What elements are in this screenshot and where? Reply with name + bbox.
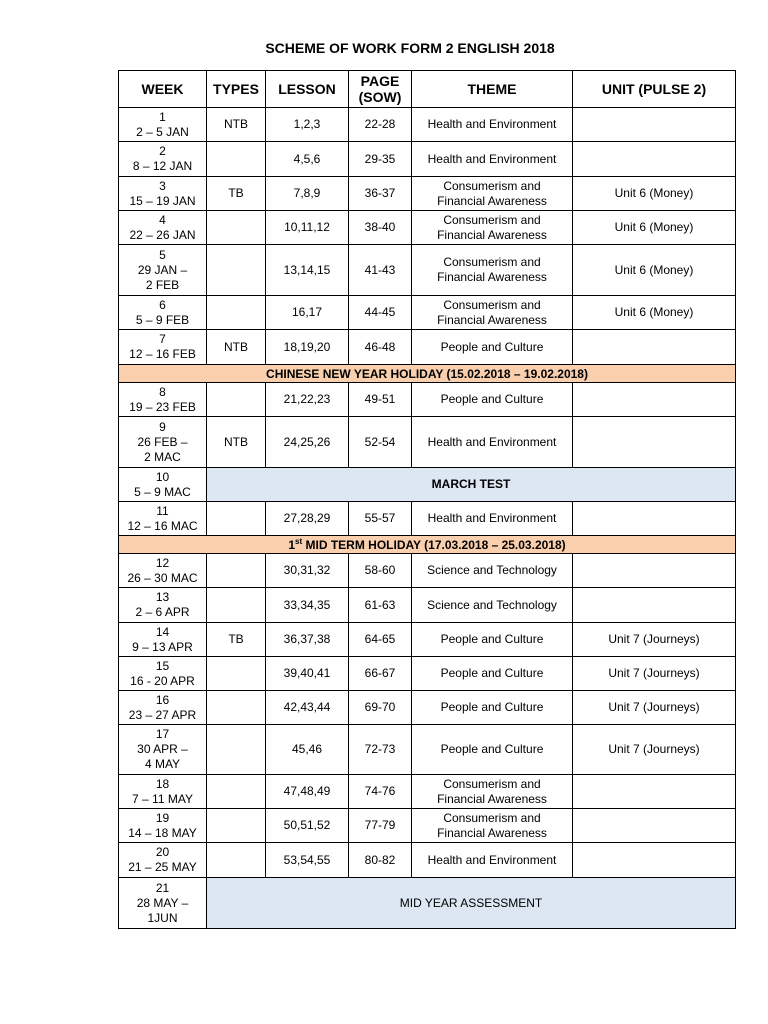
theme-cell [412,296,573,330]
week-text: 21 – 25 MAY [128,860,197,874]
types-cell: TB [207,623,266,657]
types-cell [207,775,266,809]
page-cell: 36-37 [349,177,412,211]
theme-cell [412,330,573,365]
theme-cell [412,417,573,468]
theme-text: Science and Technology [427,597,557,612]
lesson-cell: 16,17 [266,296,349,330]
week-text: 12 – 16 FEB [129,347,196,361]
theme-cell [412,245,573,296]
table-row [119,878,736,929]
theme-text: Financial Awareness [437,312,547,327]
unit-cell [573,554,736,588]
week-text: 7 – 11 MAY [132,791,193,806]
lesson-cell: 1,2,3 [266,108,349,142]
week-text: 1JUN [147,910,178,925]
week-text: 3 [159,178,166,193]
table-row [119,468,736,502]
table-row [119,177,736,211]
theme-cell [412,502,573,536]
types-cell [207,554,266,588]
week-text: 19 [155,810,170,825]
theme-cell [412,142,573,177]
unit-cell [573,108,736,142]
week-text: 5 – 9 MAC [134,484,191,499]
theme-cell [412,108,573,142]
table-row [119,725,736,775]
lesson-cell: 53,54,55 [266,843,349,878]
theme-cell [412,725,573,775]
lesson-cell: 13,14,15 [266,245,349,296]
lesson-cell: 42,43,44 [266,691,349,725]
header-row [119,71,736,108]
unit-cell: Unit 7 (Journeys) [573,725,736,775]
page-cell: 44-45 [349,296,412,330]
types-cell: NTB [207,330,266,365]
week-cell [119,843,207,878]
page-cell: 69-70 [349,691,412,725]
theme-cell [412,623,573,657]
lesson-cell: 10,11,12 [266,211,349,245]
unit-cell [573,142,736,177]
week-text: 2 [159,144,166,158]
types-cell: TB [207,177,266,211]
theme-text: Financial Awareness [437,270,547,284]
week-text: 26 – 30 MAC [127,570,198,585]
unit-cell [573,330,736,365]
lesson-cell: 50,51,52 [266,809,349,843]
theme-cell [412,383,573,417]
theme-cell [412,657,573,691]
event-cell: MARCH TEST [207,468,736,502]
lesson-cell: 33,34,35 [266,588,349,623]
week-cell [119,775,207,809]
week-cell [119,211,207,245]
theme-text: People and Culture [440,700,544,714]
week-text: 2 – 5 JAN [136,124,189,139]
week-cell [119,383,207,417]
week-text: 17 [155,727,170,741]
page-cell: 29-35 [349,142,412,177]
theme-text: Financial Awareness [437,193,547,208]
lesson-cell: 18,19,20 [266,330,349,365]
theme-text: Consumerism and [443,810,541,825]
page-cell: 55-57 [349,502,412,536]
table-row [119,623,736,657]
week-cell [119,177,207,211]
week-cell [119,657,207,691]
week-text: 19 – 23 FEB [129,399,196,414]
table-row [119,330,736,365]
theme-text: Consumerism and [443,776,541,791]
week-text: 4 [159,212,166,227]
week-cell [119,108,207,142]
types-cell [207,843,266,878]
header-page-line2: (SOW) [358,89,402,105]
week-text: 21 [155,880,170,895]
holiday-banner: 1st MID TERM HOLIDAY (17.03.2018 – 25.03.2018) [119,536,736,554]
table-row [119,502,736,536]
week-text: 8 – 12 JAN [132,159,193,173]
theme-cell [412,211,573,245]
week-text: 2 – 6 APR [135,605,190,619]
theme-text: Consumerism and [443,297,541,312]
theme-text: People and Culture [440,632,544,646]
header-theme: THEME [412,71,573,108]
types-cell [207,809,266,843]
lesson-cell: 4,5,6 [266,142,349,177]
unit-cell: Unit 6 (Money) [573,177,736,211]
table-row [119,383,736,417]
week-cell [119,417,207,468]
theme-text: Financial Awareness [437,791,547,806]
theme-text: Health and Environment [427,434,557,449]
types-cell [207,245,266,296]
theme-cell [412,691,573,725]
page-cell: 38-40 [349,211,412,245]
theme-text: Financial Awareness [437,825,547,840]
table-row [119,211,736,245]
header-types: TYPES [207,71,266,108]
types-cell [207,691,266,725]
week-cell [119,691,207,725]
week-text: 5 [159,247,166,262]
types-cell [207,502,266,536]
page-cell: 49-51 [349,383,412,417]
unit-cell: Unit 6 (Money) [573,211,736,245]
theme-text: Science and Technology [427,563,557,577]
lesson-cell: 36,37,38 [266,623,349,657]
theme-cell [412,775,573,809]
page-cell: 41-43 [349,245,412,296]
types-cell [207,588,266,623]
table-row [119,775,736,809]
theme-text: Financial Awareness [437,227,547,242]
theme-text: Consumerism and [443,212,541,227]
week-text: 28 MAY – [136,895,189,910]
week-text: 14 [155,624,170,639]
page-cell: 77-79 [349,809,412,843]
lesson-cell: 24,25,26 [266,417,349,468]
table-row [119,554,736,588]
lesson-cell: 45,46 [266,725,349,775]
week-cell [119,330,207,365]
week-text: 12 [155,555,170,570]
week-text: 4 MAY [144,757,181,771]
unit-cell: Unit 6 (Money) [573,245,736,296]
unit-cell [573,383,736,417]
page-cell: 80-82 [349,843,412,878]
week-text: 6 [159,297,166,312]
unit-cell: Unit 6 (Money) [573,296,736,330]
theme-cell [412,843,573,878]
theme-text: Health and Environment [427,852,557,867]
week-text: 2 FEB [145,277,180,292]
theme-cell [412,177,573,211]
theme-cell [412,588,573,623]
theme-text: Health and Environment [427,117,557,131]
week-text: 11 [156,503,169,518]
lesson-cell: 27,28,29 [266,502,349,536]
unit-cell [573,843,736,878]
table-row [119,108,736,142]
unit-cell [573,809,736,843]
week-cell [119,809,207,843]
holiday-row [119,365,736,383]
week-cell [119,142,207,177]
scheme-of-work-table [118,70,736,929]
week-text: 2 MAC [144,449,181,464]
week-cell [119,502,207,536]
theme-text: People and Culture [440,742,544,756]
page-cell: 58-60 [349,554,412,588]
page-cell: 74-76 [349,775,412,809]
unit-cell: Unit 7 (Journeys) [573,691,736,725]
week-text: 14 – 18 MAY [128,825,197,840]
lesson-cell: 39,40,41 [266,657,349,691]
holiday-banner: CHINESE NEW YEAR HOLIDAY (15.02.2018 – 19.02.2018) [119,365,736,383]
week-cell [119,878,207,929]
week-text: 7 [159,332,166,346]
table-row [119,296,736,330]
week-text: 23 – 27 APR [128,707,197,722]
unit-cell: Unit 7 (Journeys) [573,623,736,657]
page-cell: 52-54 [349,417,412,468]
page-cell: 72-73 [349,725,412,775]
table-row [119,588,736,623]
types-cell [207,657,266,691]
week-text: 29 JAN – [137,262,188,277]
page-cell: 64-65 [349,623,412,657]
header-lesson: LESSON [266,71,349,108]
week-text: 22 – 26 JAN [129,227,196,242]
week-cell [119,725,207,775]
table-row [119,843,736,878]
types-cell [207,142,266,177]
table-row [119,417,736,468]
table-row [119,657,736,691]
theme-text: Health and Environment [427,511,557,525]
week-text: 9 [159,419,166,434]
lesson-cell: 47,48,49 [266,775,349,809]
lesson-cell: 7,8,9 [266,177,349,211]
header-page-line1: PAGE [360,73,400,89]
week-text: 10 [155,469,170,484]
week-text: 18 [155,776,170,791]
page-cell: 61-63 [349,588,412,623]
theme-text: Health and Environment [427,151,557,166]
week-text: 15 [155,658,170,673]
unit-cell [573,502,736,536]
week-cell [119,296,207,330]
week-text: 20 [155,845,170,859]
header-unit: UNIT (PULSE 2) [573,71,736,108]
week-text: 16 [155,692,170,707]
week-text: 13 [155,590,170,604]
types-cell: NTB [207,108,266,142]
holiday-row [119,536,736,554]
theme-text: People and Culture [440,392,544,406]
unit-cell [573,775,736,809]
types-cell [207,211,266,245]
week-cell [119,623,207,657]
week-text: 26 FEB – [137,434,188,449]
types-cell [207,296,266,330]
table-row [119,809,736,843]
table-row [119,142,736,177]
week-cell [119,588,207,623]
theme-text: Consumerism and [443,178,541,193]
week-text: 1 [159,109,166,124]
types-cell [207,725,266,775]
table-body [119,108,736,929]
page-cell: 66-67 [349,657,412,691]
page-title: SCHEME OF WORK FORM 2 ENGLISH 2018 [265,40,555,56]
unit-cell [573,417,736,468]
table-row [119,245,736,296]
header-week: WEEK [119,71,207,108]
unit-cell: Unit 7 (Journeys) [573,657,736,691]
week-cell [119,245,207,296]
theme-cell [412,809,573,843]
theme-text: Consumerism and [443,255,541,269]
week-text: 12 – 16 MAC [127,518,198,533]
theme-text: People and Culture [440,666,544,680]
lesson-cell: 21,22,23 [266,383,349,417]
theme-cell [412,554,573,588]
unit-cell [573,588,736,623]
week-cell [119,468,207,502]
week-text: 5 – 9 FEB [135,312,190,327]
types-cell: NTB [207,417,266,468]
week-cell [119,554,207,588]
week-text: 9 – 13 APR [132,639,193,654]
theme-text: People and Culture [440,339,544,354]
header-page [349,71,412,108]
lesson-cell: 30,31,32 [266,554,349,588]
week-text: 15 – 19 JAN [129,193,196,208]
page-cell: 46-48 [349,330,412,365]
event-cell: MID YEAR ASSESSMENT [207,878,736,929]
week-text: 30 APR – [137,742,188,756]
table-row [119,691,736,725]
page-cell: 22-28 [349,108,412,142]
types-cell [207,383,266,417]
week-text: 8 [159,384,166,399]
week-text: 16 - 20 APR [130,673,195,688]
